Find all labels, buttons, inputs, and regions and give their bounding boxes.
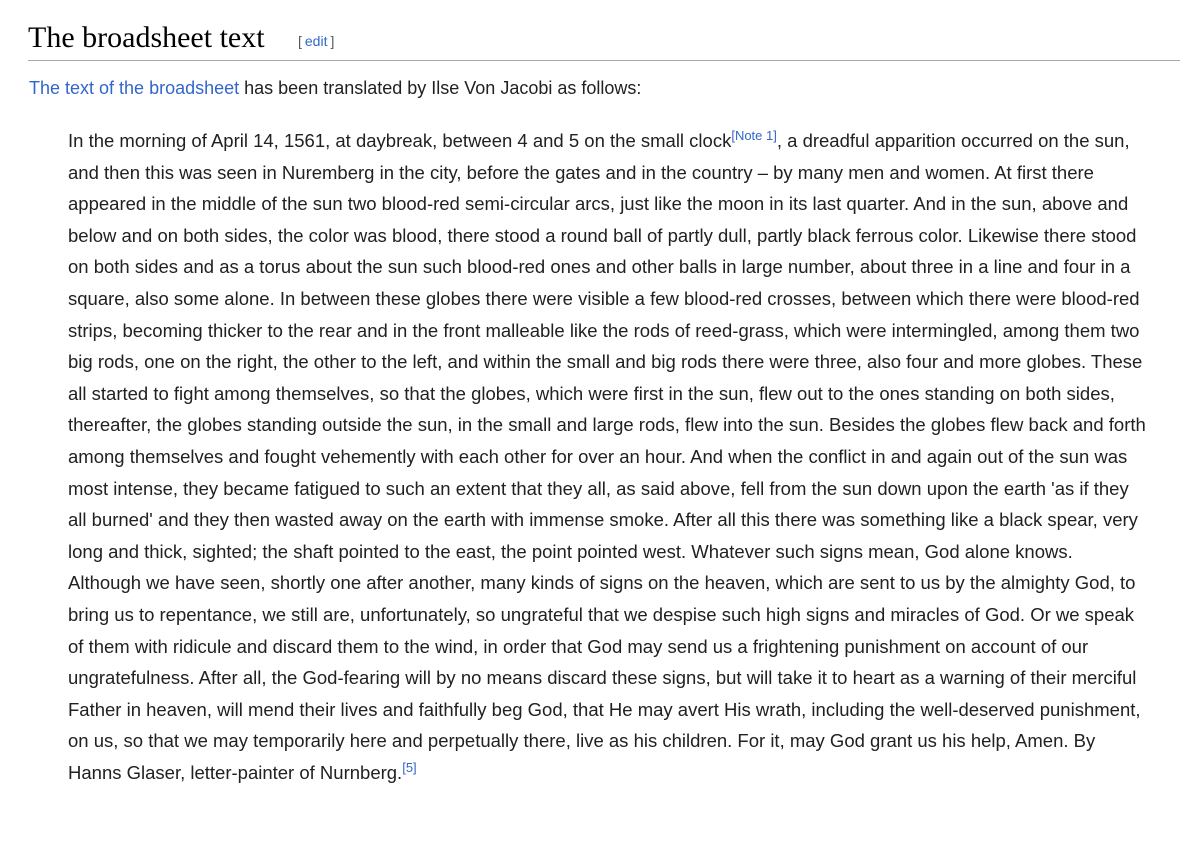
intro-paragraph [29, 76, 1179, 100]
note-1-link[interactable]: [Note 1] [731, 127, 777, 143]
quote-text-part1: In the morning of April 14, 1561, at daybreak, between 4 and 5 on the small clock [68, 130, 732, 151]
citation-5-link[interactable]: [5] [402, 759, 417, 775]
edit-bracket-open: [ [298, 33, 302, 49]
citation-5-ref [402, 760, 416, 775]
quote-text-part2: , a dreadful apparition occurred on the sun, and then this was seen in Nuremberg in the city, before the gates and in the country – by many men and women. At first there appeared in the middle of the sun two blood-red semi-circular arcs, just like the moon in its last quarter. And in the sun, above and below and on both sides, the color was blood, there stood a round ball of partly dull, partly black ferrous color. Likewise there stood on both sides and as a torus about the sun such blood-red ones and other balls in large number, about three in a line and four in a square, also some alone. In between these globes there were visible a few blood-red crosses, between which there were blood-red strips, becoming thicker to the rear and in the front malleable like the rods of reed-grass, which were intermingled, among them two big rods, one on the right, the other to the left, and within the small and big rods there were three, also four and more globes. These all started to fight among themselves, so that the globes, which were first in the sun, flew out to the ones standing on both sides, thereafter, the globes standing outside the sun, in the small and large rods, flew into the sun. Besides the globes flew back and forth among themselves and fought vehemently with each other for over an hour. And when the conflict in and again out of the sun was most intense, they became fatigued to such an extent that they all, as said above, fell from the sun down upon the earth 'as if they all burned' and they then wasted away on the earth with immense smoke. After all this there was something like a black spear, very long and thick, sighted; the shaft pointed to the east, the point pointed west. Whatever such signs mean, God alone knows. Although we have seen, shortly one after another, many kinds of signs on the heaven, which are sent to us by the almighty God, to bring us to repentance, we still are, unfortunately, so ungrateful that we despise such high signs and miracles of God. Or we speak of them with ridicule and discard them to the wind, in order that God may send us a frightening punishment on account of our ungratefulness. After all, the God-fearing will by no means discard these signs, but will take it to heart as a warning of their merciful Father in heaven, will mend their lives and faithfully beg God, that He may avert His wrath, including the well-deserved punishment, on us, so that we may temporarily here and perpetually there, live as his children. For it, may God grant us his help, Amen. By Hanns Glaser, letter-painter of Nurnberg. [68, 130, 1146, 783]
edit-link[interactable]: edit [304, 33, 328, 49]
intro-text: has been translated by Ilse Von Jacobi as follows: [239, 78, 642, 98]
note-1-ref [731, 128, 777, 143]
broadsheet-quote [68, 125, 1148, 788]
edit-bracket-close: ] [330, 33, 335, 49]
section-heading [28, 16, 1180, 61]
edit-section [298, 31, 334, 51]
broadsheet-text-link[interactable]: The text of the broadsheet [29, 78, 240, 98]
section-title: The broadsheet text [28, 21, 265, 54]
